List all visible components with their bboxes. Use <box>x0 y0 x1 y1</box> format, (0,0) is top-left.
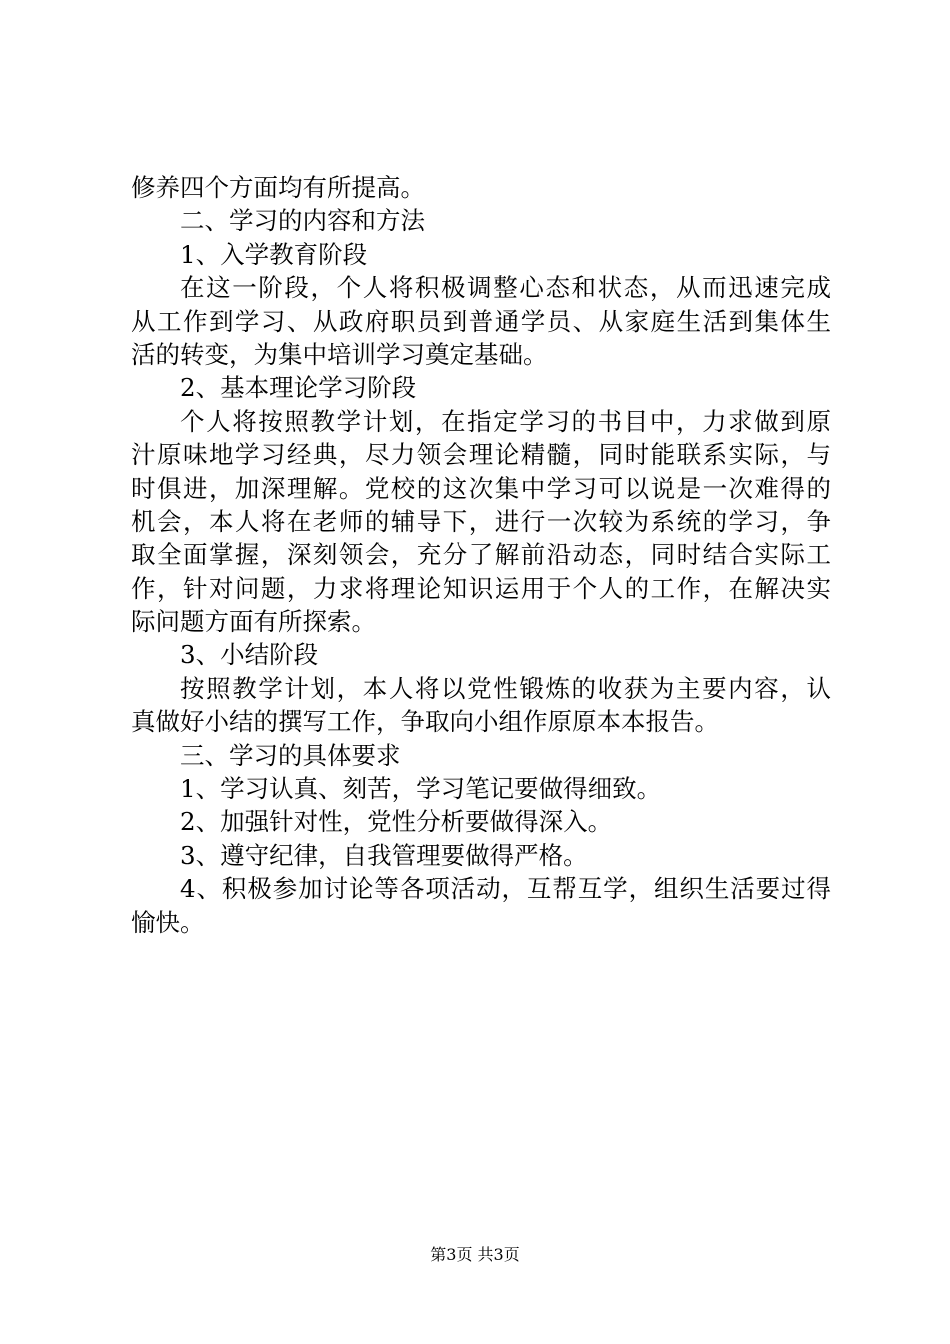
list-item: 1、学习认真、刻苦，学习笔记要做得细致。 <box>180 774 662 804</box>
text-line: 个人将按照教学计划，在指定学习的书目中，力求做到原 <box>180 406 831 436</box>
text-line: 真做好小结的撰写工作，争取向小组作原原本本报告。 <box>131 707 719 737</box>
list-item: 2、加强针对性，党性分析要做得深入。 <box>180 807 613 837</box>
text-line: 汁原味地学习经典，尽力领会理论精髓，同时能联系实际，与 <box>131 440 831 470</box>
text-line: 按照教学计划，本人将以党性锻炼的收获为主要内容，认 <box>180 673 831 703</box>
subsection-heading: 1、入学教育阶段 <box>180 239 368 269</box>
text-line: 活的转变，为集中培训学习奠定基础。 <box>131 339 548 369</box>
subsection-heading: 2、基本理论学习阶段 <box>180 373 417 403</box>
page-number-footer: 第3页 共3页 <box>430 1245 520 1264</box>
section-heading: 二、学习的内容和方法 <box>180 206 425 236</box>
text-line: 作，针对问题，力求将理论知识运用于个人的工作，在解决实 <box>131 573 831 603</box>
text-line: 愉快。 <box>131 907 205 937</box>
text-line: 修养四个方面均有所提高。 <box>131 173 425 202</box>
text-line: 际问题方面有所探索。 <box>131 607 376 637</box>
text-line: 机会，本人将在老师的辅导下，进行一次较为系统的学习，争 <box>131 506 831 536</box>
subsection-heading: 3、小结阶段 <box>180 640 319 670</box>
text-line: 取全面掌握，深刻领会，充分了解前沿动态，同时结合实际工 <box>131 540 831 570</box>
section-heading: 三、学习的具体要求 <box>180 740 401 770</box>
text-line: 在这一阶段，个人将积极调整心态和状态，从而迅速完成 <box>180 273 831 303</box>
text-line: 时俱进，加深理解。党校的这次集中学习可以说是一次难得的 <box>131 473 831 503</box>
document-body <box>131 171 831 939</box>
list-item: 4、积极参加讨论等各项活动，互帮互学，组织生活要过得 <box>180 874 831 904</box>
list-item: 3、遵守纪律，自我管理要做得严格。 <box>180 840 588 870</box>
text-line: 从工作到学习、从政府职员到普通学员、从家庭生活到集体生 <box>131 306 831 336</box>
